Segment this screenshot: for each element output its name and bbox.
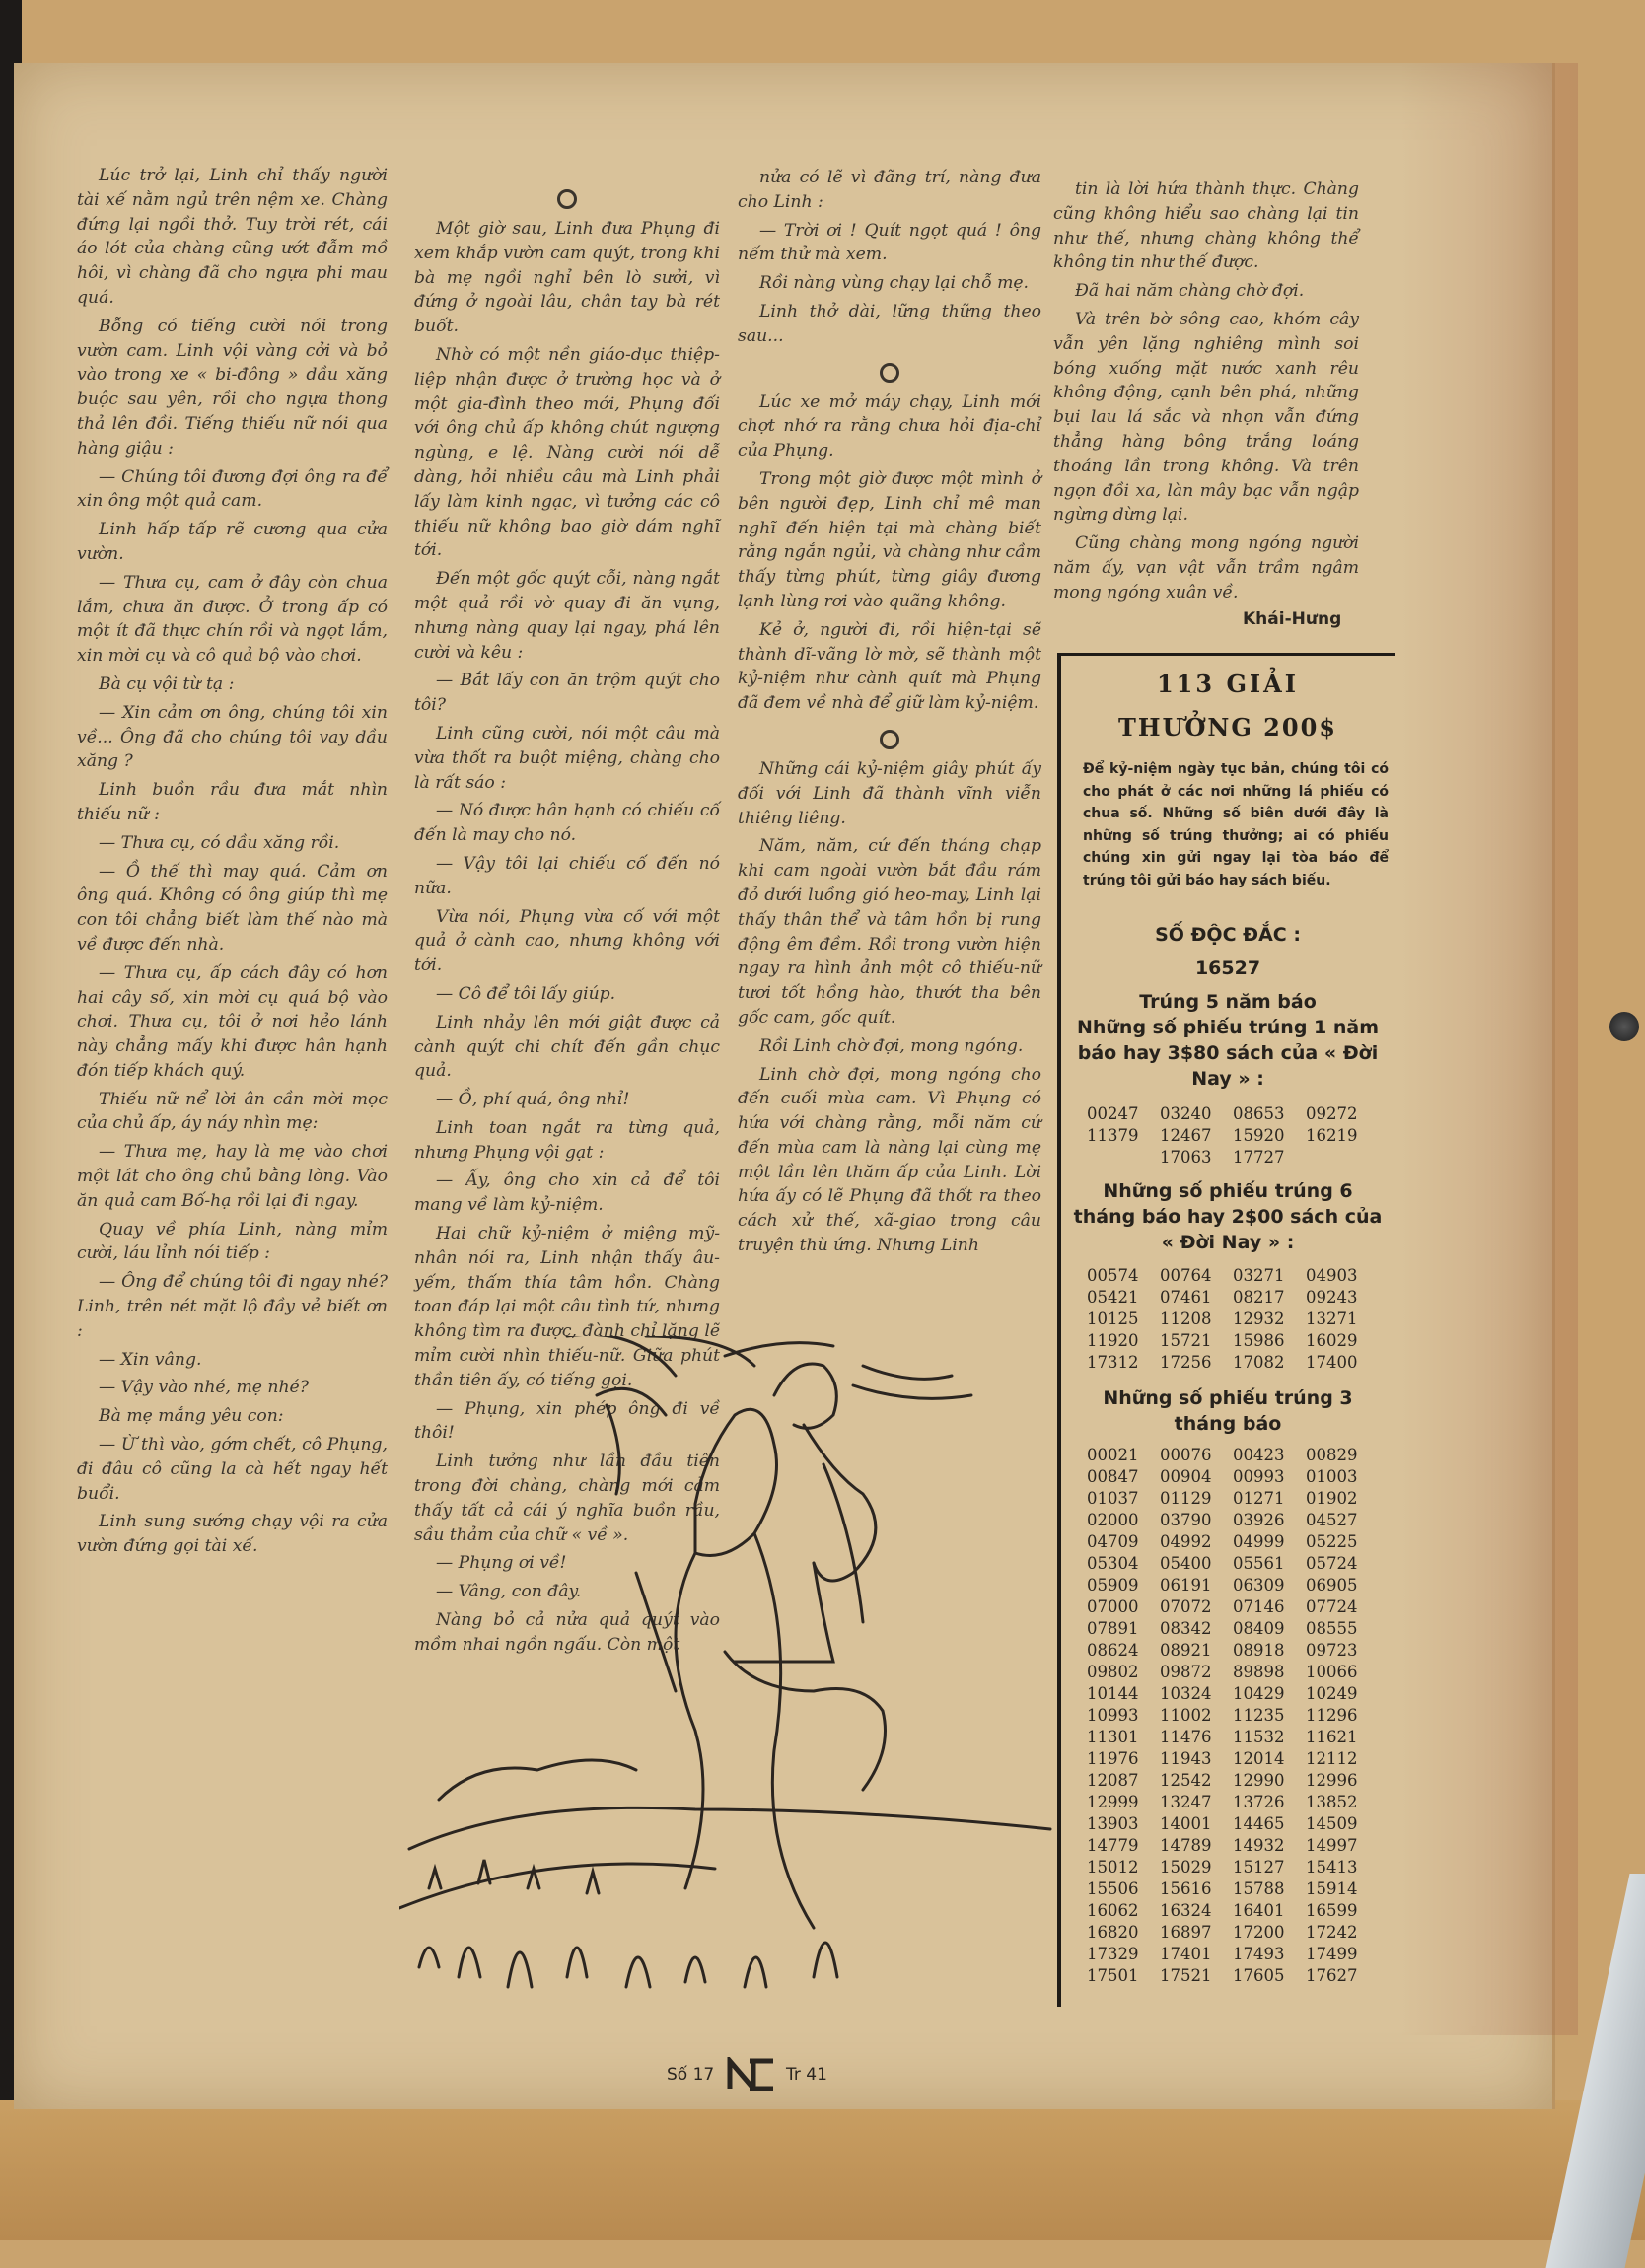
- paragraph: Linh tưởng như lần đầu tiên trong đời chàng, chàng mới cảm thấy tất cả cái ý nghĩa buồn rầu, sầu thảm của chữ « về ».: [414, 1452, 720, 1545]
- paragraph: Linh chờ đợi, mong ngóng cho đến cuối mùa cam. Vì Phụng có hứa với chàng rằng, mỗi năm cứ đến mùa cam là nàng lại cùng mẹ một lần lên thăm ấp của Linh. Lời hứa ấy có lẽ Phụng đã thốt ra theo cách xử thế, xã-giao trong câu truyện thù ứng. Nhưng Linh: [738, 1064, 1041, 1256]
- column-3-part-c: [738, 757, 1041, 1258]
- winning-number: 04527: [1306, 1511, 1358, 1529]
- winning-number: 16062: [1087, 1901, 1139, 1920]
- paragraph: — Ấy, ông cho xin cả để tôi mang về làm kỷ-niệm.: [414, 1170, 720, 1216]
- winning-number: 11002: [1160, 1706, 1212, 1725]
- winning-number: 03790: [1160, 1511, 1212, 1529]
- winning-number: 00076: [1160, 1446, 1212, 1464]
- magazine-logo-icon: [724, 2057, 779, 2091]
- paragraph: Bà mẹ mắng yêu con:: [99, 1406, 284, 1427]
- winning-number: 12996: [1306, 1771, 1358, 1790]
- column-3-part-a: [738, 166, 1041, 349]
- winning-number: 15616: [1160, 1879, 1212, 1898]
- winning-number: 06191: [1160, 1576, 1212, 1595]
- jackpot-number: 16527: [1194, 957, 1261, 979]
- paragraph: — Nó được hân hạnh có chiếu cố đến là may cho nó.: [414, 801, 720, 846]
- winning-number: [1306, 1147, 1379, 1169]
- prize4-number-grid: [1087, 1445, 1379, 1987]
- winning-number: 15986: [1233, 1331, 1285, 1350]
- paragraph: Linh buồn rầu đưa mắt nhìn thiếu nữ :: [77, 780, 388, 824]
- winning-number: 15029: [1160, 1858, 1212, 1877]
- paragraph: — Xin cảm ơn ông, chúng tôi xin về... Ông đã cho chúng tôi vay dầu xăng ?: [77, 702, 388, 772]
- section-divider-circle: [557, 189, 577, 209]
- winning-number: 11943: [1160, 1749, 1212, 1768]
- winning-number: 15721: [1160, 1331, 1212, 1350]
- winning-number: 16599: [1306, 1901, 1358, 1920]
- winning-number: 15127: [1233, 1858, 1285, 1877]
- winning-number: 12112: [1306, 1749, 1358, 1768]
- winning-number: 05304: [1087, 1554, 1139, 1573]
- winning-number: 15920: [1233, 1126, 1285, 1145]
- paragraph: Bà cụ vội từ tạ :: [99, 673, 235, 694]
- winning-number: 09243: [1306, 1288, 1358, 1307]
- winning-number: 14997: [1306, 1836, 1358, 1855]
- paragraph: Năm, năm, cứ đến tháng chạp khi cam ngoài vườn bắt đầu rám đỏ dưới luồng gió heo-may, Linh lại thấy thân thể và tâm hồn bị rung động êm đềm. Rồi trong vườn hiện ngay ra hình ảnh một cô thiếu-nữ tươi tốt hồng hào, thướt tha bên gốc cam, gốc quít.: [738, 836, 1041, 1028]
- winning-number: 17242: [1306, 1923, 1358, 1942]
- paragraph: Đến một gốc quýt cỗi, nàng ngắt một quả rồi vờ quay đi ăn vụng, nhưng nàng quay lại ngay, phá lên cười và kêu :: [414, 569, 720, 663]
- winning-number: 00829: [1306, 1446, 1358, 1464]
- winning-number: 14001: [1160, 1814, 1212, 1833]
- metal-screw: [1609, 1012, 1639, 1041]
- winning-number: 10249: [1306, 1684, 1358, 1703]
- winning-number: 12932: [1233, 1310, 1285, 1328]
- winning-number: 12467: [1160, 1126, 1212, 1145]
- section-divider-circle: [880, 730, 899, 749]
- paragraph: Thiếu nữ nể lời ân cần mời mọc của chủ ấp, áy náy nhìn mẹ:: [77, 1089, 388, 1134]
- winning-number: 17605: [1233, 1966, 1285, 1985]
- paragraph: Vừa nói, Phụng vừa cố với một quả ở cành cao, nhưng không với tới.: [414, 906, 720, 976]
- paragraph: — Xin vâng.: [99, 1349, 202, 1370]
- horse-rider-illustration: [399, 1336, 1060, 2007]
- winning-number: 01129: [1160, 1489, 1212, 1508]
- paragraph: Trong một giờ được một mình ở bên người đẹp, Linh chỉ mê man nghĩ đến hiện tại mà chàng biết rằng ngắn ngủi, và chàng như cầm thấy từng phút, từng giây đương lạnh lùng rơi vào quãng không.: [738, 468, 1041, 611]
- jackpot-label: SỐ ĐỘC ĐẮC :: [1155, 924, 1301, 946]
- paragraph: — Vậy vào nhé, mẹ nhé?: [99, 1378, 309, 1398]
- winning-number: 13247: [1160, 1793, 1212, 1811]
- paragraph: Lúc trở lại, Linh chỉ thấy người tài xế nằm ngủ trên nệm xe. Chàng đứng lại ngồi thở. Tuy trời rét, cái áo lót của chàng cũng ướt đẫm mồ hôi, vì chàng đã cho ngựa phi mau quá.: [77, 166, 388, 308]
- winning-number: 03240: [1160, 1104, 1212, 1123]
- winning-number: 00764: [1160, 1266, 1212, 1285]
- winning-number: 16401: [1233, 1901, 1285, 1920]
- paragraph: Một giờ sau, Linh đưa Phụng đi xem khắp vườn cam quýt, trong khi bà mẹ ngồi nghỉ bên lò sưởi, vì đứng ở ngoài lâu, chân tay bà rét buốt.: [414, 219, 720, 337]
- winning-number: 03271: [1233, 1266, 1285, 1285]
- winning-number: 17727: [1233, 1148, 1285, 1167]
- author-signature: Khái-Hưng: [1243, 609, 1342, 629]
- winning-number: 00247: [1087, 1104, 1139, 1123]
- winning-number: 11301: [1087, 1728, 1139, 1746]
- winning-number: 00847: [1087, 1467, 1139, 1486]
- winning-number: 10144: [1087, 1684, 1139, 1703]
- column-3-part-b: [738, 390, 1041, 716]
- winning-number: 13903: [1087, 1814, 1139, 1833]
- winning-number: 11976: [1087, 1749, 1139, 1768]
- paragraph: — Thưa cụ, ấp cách đây có hơn hai cây số, xin mời cụ quá bộ vào chơi. Thưa cụ, tôi ở nơi hẻo lánh này chẳng mấy khi được hân hạnh đón tiếp khách quý.: [77, 962, 388, 1081]
- winning-number: 16324: [1160, 1901, 1212, 1920]
- paragraph: Linh cũng cười, nói một câu mà vừa thốt ra buột miệng, chàng cho là rất sáo :: [414, 723, 720, 793]
- paragraph: Quay về phía Linh, nàng mỉm cười, láu lỉnh nói tiếp :: [77, 1219, 388, 1264]
- winning-number: 12990: [1233, 1771, 1285, 1790]
- winning-number: 15413: [1306, 1858, 1358, 1877]
- winning-number: 17200: [1233, 1923, 1285, 1942]
- lottery-results-box: [1057, 653, 1395, 2007]
- winning-number: 08555: [1306, 1619, 1358, 1638]
- paragraph: Linh thở dài, lững thững theo sau...: [738, 301, 1041, 346]
- prize4-title: Những số phiếu trúng 3 tháng báo: [1103, 1387, 1353, 1435]
- winning-number: 17400: [1306, 1353, 1358, 1372]
- winning-number: 89898: [1233, 1663, 1285, 1681]
- winning-number: 10429: [1233, 1684, 1285, 1703]
- winning-number: 17312: [1087, 1353, 1139, 1372]
- paragraph: Hai chữ kỷ-niệm ở miệng mỹ-nhân nói ra, Linh nhận thấy âu-yếm, thấm thía tâm hồn. Chàng toan đáp lại một câu tình tứ, nhưng không tìm ra được, đành chỉ lặng lẽ mỉm cười nhìn thiếu-nữ. Giữa phút thần tiên ấy, có tiếng gọi.: [414, 1224, 720, 1390]
- paragraph: Linh sung sướng chạy vội ra cửa vườn đứng gọi tài xế.: [77, 1512, 388, 1557]
- winning-number: 16820: [1087, 1923, 1139, 1942]
- winning-number: 01902: [1306, 1489, 1358, 1508]
- paragraph: — Bắt lấy con ăn trộm quýt cho tôi?: [414, 671, 720, 716]
- paragraph: Kẻ ở, người đi, rồi hiện-tại sẽ thành dĩ-vãng lờ mờ, sẽ thành một kỷ-niệm như cành quít mà Phụng đã đem về nhà để giữ làm kỷ-niệm.: [738, 619, 1041, 714]
- winning-number: 06905: [1306, 1576, 1358, 1595]
- winning-number: 08653: [1233, 1104, 1285, 1123]
- prize1-title: Trúng 5 năm báo: [1139, 991, 1317, 1013]
- winning-number: 17501: [1087, 1966, 1139, 1985]
- winning-number: 08217: [1233, 1288, 1285, 1307]
- winning-number: 07000: [1087, 1597, 1139, 1616]
- winning-number: 10066: [1306, 1663, 1358, 1681]
- paragraph: — Phụng, xin phép ông đi về thôi!: [414, 1398, 720, 1444]
- paragraph: — Phụng ơi về!: [436, 1553, 567, 1574]
- winning-number: 17082: [1233, 1353, 1285, 1372]
- winning-number: 04903: [1306, 1266, 1358, 1285]
- paragraph: Linh hấp tấp rẽ cương qua cửa vườn.: [77, 520, 388, 564]
- winning-number: 17499: [1306, 1945, 1358, 1963]
- winning-number: 11296: [1306, 1706, 1358, 1725]
- paragraph: — Cô để tôi lấy giúp.: [436, 983, 616, 1004]
- winning-number: 16219: [1306, 1126, 1358, 1145]
- winning-number: 11379: [1087, 1126, 1139, 1145]
- winning-number: 17521: [1160, 1966, 1212, 1985]
- winning-number: 09872: [1160, 1663, 1212, 1681]
- winning-number: 13726: [1233, 1793, 1285, 1811]
- paragraph: Bỗng có tiếng cười nói trong vườn cam. Linh vội vàng cởi và bỏ vào trong xe « bi-đông » dầu xăng buộc sau yên, rồi cho ngựa thong thả lên đồi. Tiếng thiếu nữ nói qua hàng giậu :: [77, 316, 388, 459]
- winning-number: 07146: [1233, 1597, 1285, 1616]
- winning-number: 09723: [1306, 1641, 1358, 1660]
- wooden-table: [0, 2100, 1645, 2240]
- winning-number: 15914: [1306, 1879, 1358, 1898]
- winning-number: 08409: [1233, 1619, 1285, 1638]
- winning-number: 00993: [1233, 1467, 1285, 1486]
- paragraph: Linh toan ngắt ra từng quả, nhưng Phụng vội gạt :: [414, 1117, 720, 1163]
- winning-number: 12087: [1087, 1771, 1139, 1790]
- winning-number: 04709: [1087, 1532, 1139, 1551]
- winning-number: 02000: [1087, 1511, 1139, 1529]
- page-footer: [667, 2057, 864, 2096]
- prize2-title: Những số phiếu trúng 1 năm báo hay 3$80 sách của « Đời Nay » :: [1076, 1017, 1380, 1090]
- winning-number: 05225: [1306, 1532, 1358, 1551]
- issue-number: Số 17: [667, 2065, 715, 2085]
- winning-number: 11920: [1087, 1331, 1139, 1350]
- winning-number: 01271: [1233, 1489, 1285, 1508]
- paragraph: tin là lời hứa thành thực. Chàng cũng không hiểu sao chàng lại tin như thế, nhưng chàng không thể không tin như thế được.: [1053, 179, 1359, 273]
- winning-number: 17329: [1087, 1945, 1139, 1963]
- prize3-title: Những số phiếu trúng 6 tháng báo hay 2$00 sách của « Đời Nay » :: [1073, 1180, 1383, 1253]
- winning-number: 16897: [1160, 1923, 1212, 1942]
- winning-number: 11621: [1306, 1728, 1358, 1746]
- winning-number: 01037: [1087, 1489, 1139, 1508]
- prize3-number-grid: [1087, 1265, 1379, 1374]
- winning-number: 11235: [1233, 1706, 1285, 1725]
- winning-number: 03926: [1233, 1511, 1285, 1529]
- winning-number: 07461: [1160, 1288, 1212, 1307]
- winning-number: 11476: [1160, 1728, 1212, 1746]
- winning-number: 07724: [1306, 1597, 1358, 1616]
- winning-number: 05421: [1087, 1288, 1139, 1307]
- winning-number: 11208: [1160, 1310, 1212, 1328]
- winning-number: 14932: [1233, 1836, 1285, 1855]
- winning-number: 17493: [1233, 1945, 1285, 1963]
- paragraph: nửa có lẽ vì đãng trí, nàng đưa cho Linh :: [738, 168, 1041, 212]
- paragraph: — Vâng, con đây.: [436, 1582, 582, 1602]
- paragraph: Nàng bỏ cả nửa quả quýt vào mồm nhai ngồn ngấu. Còn một: [414, 1610, 720, 1655]
- paragraph: — Thưa mẹ, hay là mẹ vào chơi một lát cho ông chủ bằng lòng. Vào ăn quả cam Bố-hạ rồi lại đi ngay.: [77, 1142, 388, 1211]
- winning-number: 10324: [1160, 1684, 1212, 1703]
- winning-number: 10993: [1087, 1706, 1139, 1725]
- paragraph: — Ông để chúng tôi đi ngay nhé? Linh, trên nét mặt lộ đầy vẻ biết ơn :: [77, 1272, 388, 1341]
- winning-number: [1087, 1147, 1160, 1169]
- section-divider-circle: [880, 363, 899, 383]
- paragraph: Và trên bờ sông cao, khóm cây vẫn yên lặng nghiêng mình soi bóng xuống mặt nước xanh rêu không động, cạnh bên phá, những bụi lau lá sắc và nhọn vẫn đứng thẳng hàng bông trắng loáng thoáng lần trong không. Và trên ngọn đồi xa, làn mây bạc vẫn ngập ngừng dừng lại.: [1053, 309, 1359, 526]
- paragraph: Linh nhảy lên mới giật được cả cành quýt chi chít đến gần chục quả.: [414, 1012, 720, 1082]
- paragraph: Nhờ có một nền giáo-dục thiệp-liệp nhận được ở trường học và ở một gia-đình theo mới, Phụng đối với ông chủ ấp không chút ngượng ngùng, e lệ. Nàng cười nói dễ dàng, hỏi nhiều câu mà Linh phải lấy làm kinh ngạc, vì tưởng các cô thiếu nữ không bao giờ dám nghĩ tới.: [414, 344, 720, 561]
- winning-number: 00904: [1160, 1467, 1212, 1486]
- winning-number: 12542: [1160, 1771, 1212, 1790]
- lottery-intro: Để kỷ-niệm ngày tục bản, chúng tôi có cho phát ở các nơi những lá phiếu có chua số. Những số biên dưới đây là những số trúng thưởng; ai có phiếu chúng xin gửi ngay lại tòa báo để trúng tôi gửi báo hay sách biếu.: [1083, 761, 1389, 888]
- winning-number: 04992: [1160, 1532, 1212, 1551]
- winning-number: 17627: [1306, 1966, 1358, 1985]
- page-edge-stain: [1400, 63, 1578, 2035]
- winning-number: 17063: [1160, 1148, 1212, 1167]
- winning-number: 05400: [1160, 1554, 1212, 1573]
- winning-number: 11532: [1233, 1728, 1285, 1746]
- lottery-title-line-2: THƯỞNG 200$: [1118, 713, 1337, 742]
- winning-number: 17256: [1160, 1353, 1212, 1372]
- paragraph: — Thưa cụ, có dầu xăng rồi.: [99, 832, 340, 853]
- paragraph: Cũng chàng mong ngóng người năm ấy, vạn vật vẫn trầm ngâm mong ngóng xuân về.: [1053, 533, 1359, 602]
- text-column-3: [738, 166, 1041, 1262]
- winning-number: 09272: [1306, 1104, 1358, 1123]
- winning-number: 16029: [1306, 1331, 1358, 1350]
- prize2-number-grid: [1087, 1103, 1379, 1169]
- paragraph: Những cái kỷ-niệm giây phút ấy đối với Linh đã thành vĩnh viễn thiêng liêng.: [738, 758, 1041, 828]
- paragraph: — Thưa cụ, cam ở đây còn chua lắm, chưa ăn được. Ở trong ấp có một ít đã thực chín rồi và ngọt lắm, xin mời cụ và cô quả bộ vào chơi.: [77, 572, 388, 667]
- winning-number: 06309: [1233, 1576, 1285, 1595]
- winning-number: 14509: [1306, 1814, 1358, 1833]
- winning-number: 14465: [1233, 1814, 1285, 1833]
- winning-number: 05561: [1233, 1554, 1285, 1573]
- paragraph: Lúc xe mở máy chạy, Linh mới chợt nhớ ra rằng chưa hỏi địa-chỉ của Phụng.: [738, 391, 1041, 461]
- lottery-title-line-1: 113 GIẢI: [1156, 670, 1300, 698]
- winning-number: 08921: [1160, 1641, 1212, 1660]
- winning-number: 07891: [1087, 1619, 1139, 1638]
- paragraph: Rồi Linh chờ đợi, mong ngóng.: [759, 1035, 1024, 1056]
- winning-number: 14779: [1087, 1836, 1139, 1855]
- paragraph: — Ừ thì vào, gớm chết, cô Phụng, đi đâu cô cũng la cà hết ngay hết buổi.: [77, 1435, 388, 1504]
- paragraph: Rồi nàng vùng chạy lại chỗ mẹ.: [759, 273, 1030, 294]
- paragraph: — Vậy tôi lại chiếu cố đến nó nữa.: [414, 853, 720, 898]
- text-column-1: [77, 164, 388, 1563]
- winning-number: 13271: [1306, 1310, 1358, 1328]
- winning-number: 12014: [1233, 1749, 1285, 1768]
- text-column-4: [1053, 177, 1359, 609]
- winning-number: 15012: [1087, 1858, 1139, 1877]
- winning-number: 00574: [1087, 1266, 1139, 1285]
- winning-number: 13852: [1306, 1793, 1358, 1811]
- winning-number: 15506: [1087, 1879, 1139, 1898]
- winning-number: 17401: [1160, 1945, 1212, 1963]
- winning-number: 07072: [1160, 1597, 1212, 1616]
- winning-number: 08342: [1160, 1619, 1212, 1638]
- winning-number: 15788: [1233, 1879, 1285, 1898]
- winning-number: 04999: [1233, 1532, 1285, 1551]
- winning-number: 09802: [1087, 1663, 1139, 1681]
- winning-number: 05724: [1306, 1554, 1358, 1573]
- winning-number: 10125: [1087, 1310, 1139, 1328]
- paragraph: — Ồ, phí quá, ông nhỉ!: [436, 1090, 630, 1110]
- winning-number: 08624: [1087, 1641, 1139, 1660]
- winning-number: 14789: [1160, 1836, 1212, 1855]
- winning-number: 05909: [1087, 1576, 1139, 1595]
- paragraph: — Trời ơi ! Quít ngọt quá ! ông nếm thử mà xem.: [738, 220, 1041, 265]
- page-number: Tr 41: [786, 2065, 827, 2085]
- winning-number: 00021: [1087, 1446, 1139, 1464]
- winning-number: 00423: [1233, 1446, 1285, 1464]
- winning-number: 12999: [1087, 1793, 1139, 1811]
- paragraph: — Ồ thế thì may quá. Cảm ơn ông quá. Không có ông giúp thì mẹ con tôi chẳng biết làm thế nào mà về được đến nhà.: [77, 861, 388, 955]
- winning-number: 08918: [1233, 1641, 1285, 1660]
- paragraph: — Chúng tôi đương đợi ông ra để xin ông một quả cam.: [77, 466, 388, 512]
- winning-number: 01003: [1306, 1467, 1358, 1486]
- paragraph: Đã hai năm chàng chờ đợi.: [1075, 281, 1305, 302]
